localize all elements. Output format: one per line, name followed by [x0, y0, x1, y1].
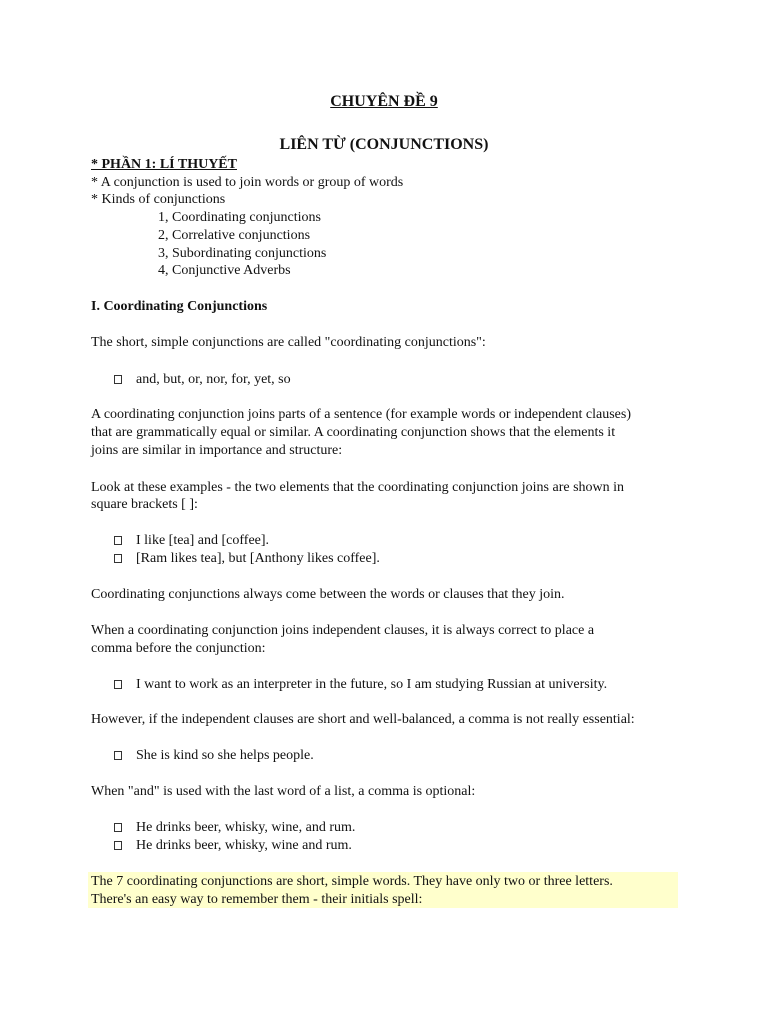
bullet-text: I want to work as an interpreter in the future, so I am studying Russian at university.	[136, 677, 608, 692]
document-subtitle: LIÊN TỪ (CONJUNCTIONS)	[279, 136, 489, 153]
kinds-list-item: 2, Correlative conjunctions	[158, 228, 311, 243]
document-title: CHUYÊN ĐỀ 9	[330, 93, 438, 110]
bullet-icon	[114, 823, 122, 832]
kinds-list-item: 1, Coordinating conjunctions	[158, 210, 321, 225]
highlighted-line: There's an easy way to remember them - their initials spell:	[91, 892, 423, 907]
intro-line: * A conjunction is used to join words or group of words	[91, 175, 404, 190]
paragraph: The short, simple conjunctions are called "coordinating conjunctions":	[91, 335, 486, 350]
paragraph: Coordinating conjunctions always come between the words or clauses that they join.	[91, 587, 565, 602]
bullet-icon	[114, 554, 122, 563]
bullet-icon	[114, 751, 122, 760]
section-heading: I. Coordinating Conjunctions	[91, 299, 268, 314]
bullet-icon	[114, 375, 122, 384]
paragraph-line: square brackets [ ]:	[91, 497, 198, 512]
paragraph-line: that are grammatically equal or similar. A coordinating conjunction shows that the elements it	[91, 425, 616, 440]
bullet-text: She is kind so she helps people.	[136, 748, 314, 763]
paragraph-line: comma before the conjunction:	[91, 641, 266, 656]
paragraph: However, if the independent clauses are short and well-balanced, a comma is not really essential:	[91, 712, 635, 727]
highlighted-line: The 7 coordinating conjunctions are short, simple words. They have only two or three letters.	[91, 874, 613, 889]
bullet-icon	[114, 841, 122, 850]
example-item: He drinks beer, whisky, wine and rum.	[136, 838, 352, 853]
paragraph-line: When a coordinating conjunction joins independent clauses, it is always correct to place a	[91, 623, 595, 638]
example-item: [Ram likes tea], but [Anthony likes coffee].	[136, 551, 380, 566]
bullet-icon	[114, 680, 122, 689]
example-item: He drinks beer, whisky, wine, and rum.	[136, 820, 356, 835]
paragraph-line: A coordinating conjunction joins parts of a sentence (for example words or independent clauses)	[91, 407, 632, 422]
paragraph-line: joins are similar in importance and structure:	[91, 443, 343, 458]
part-heading: * PHẦN 1: LÍ THUYẾT	[91, 157, 237, 172]
example-item: I like [tea] and [coffee].	[136, 533, 270, 548]
kinds-list-item: 3, Subordinating conjunctions	[158, 246, 327, 261]
paragraph-line: Look at these examples - the two elements that the coordinating conjunction joins are shown in	[91, 480, 625, 495]
bullet-text: and, but, or, nor, for, yet, so	[136, 372, 291, 387]
paragraph: When "and" is used with the last word of a list, a comma is optional:	[91, 784, 476, 799]
bullet-icon	[114, 536, 122, 545]
kinds-list-item: 4, Conjunctive Adverbs	[158, 263, 291, 278]
intro-line: * Kinds of conjunctions	[91, 192, 226, 207]
